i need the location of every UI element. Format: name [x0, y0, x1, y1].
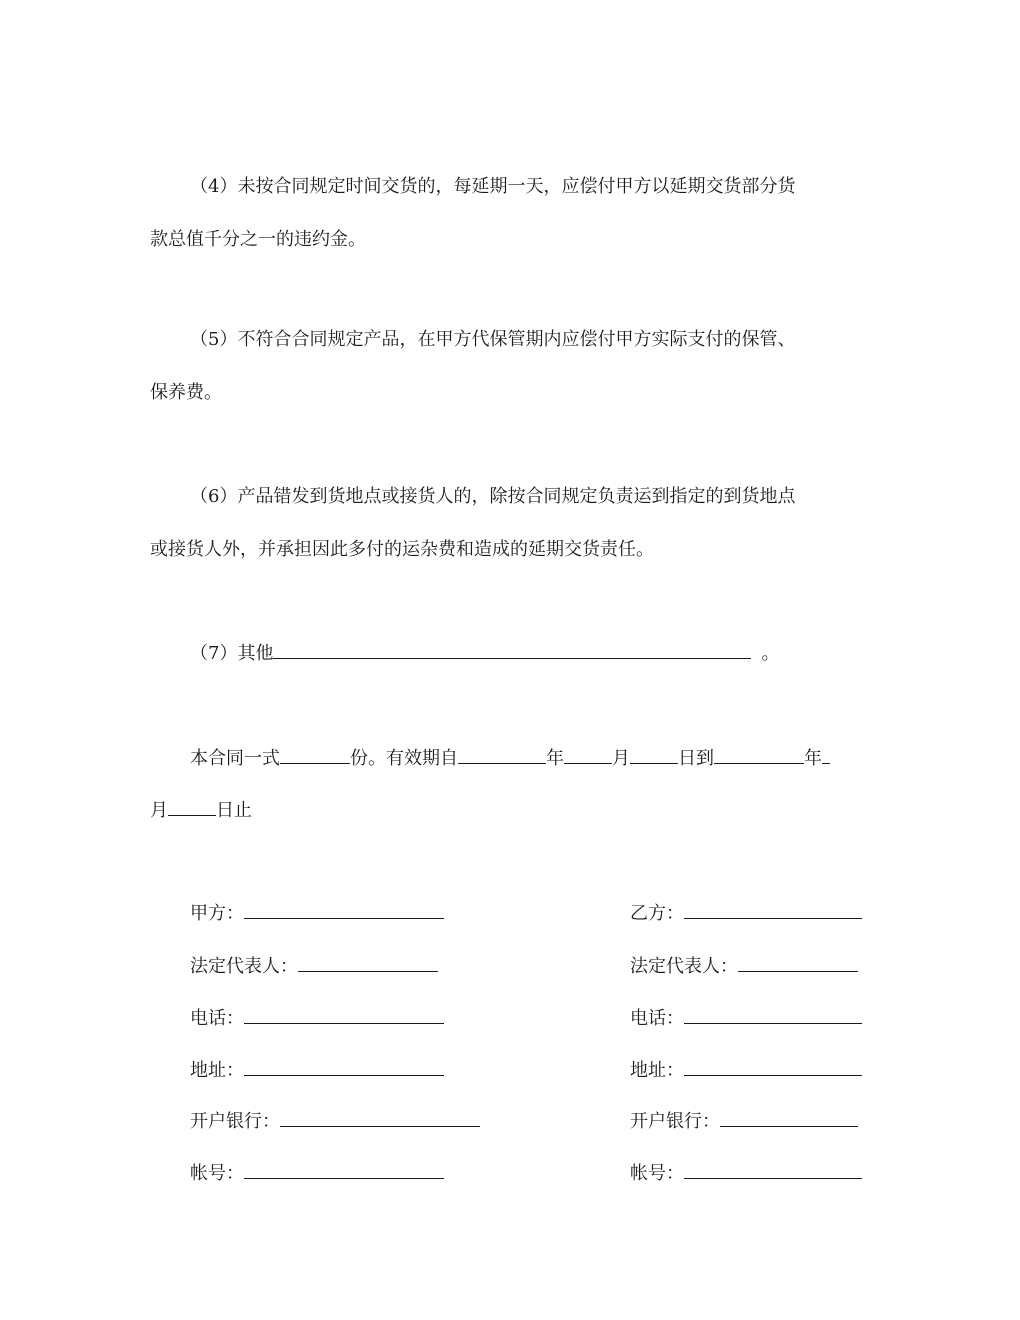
- validity-line-2: [150, 797, 252, 821]
- clause-4-line-2: 款总值千分之一的违约金。: [150, 229, 366, 250]
- party-b-account-label: 帐号：: [630, 1163, 684, 1184]
- start-month-blank[interactable]: [564, 745, 612, 764]
- party-a-address-label: 地址：: [190, 1060, 244, 1081]
- clause-6-line-2: 或接货人外，并承担因此多付的运杂费和造成的延期交货责任。: [150, 539, 654, 560]
- party-b-address-blank[interactable]: [684, 1057, 862, 1076]
- party-a-address-blank[interactable]: [244, 1057, 444, 1076]
- party-b-label: 乙方：: [630, 903, 684, 924]
- validity-text-from: 份。有效期自: [350, 748, 458, 769]
- party-a-bank-label: 开户银行：: [190, 1111, 280, 1132]
- clause-7-line: [190, 640, 779, 664]
- start-year-blank[interactable]: [458, 745, 546, 764]
- validity-text-to: 日到: [678, 748, 714, 769]
- party-b-account-row: [630, 1160, 862, 1184]
- clause-4-line-1: （4）未按合同规定时间交货的，每延期一天，应偿付甲方以延期交货部分货: [190, 176, 796, 197]
- validity-text-copies: 本合同一式: [190, 748, 280, 769]
- party-b-phone-label: 电话：: [630, 1008, 684, 1029]
- validity-text-end: 日止: [216, 800, 252, 821]
- end-year-blank[interactable]: [714, 745, 804, 764]
- party-b-bank-row: [630, 1108, 858, 1132]
- party-b-name-row: [630, 900, 862, 924]
- party-a-phone-label: 电话：: [190, 1008, 244, 1029]
- party-a-account-blank[interactable]: [244, 1160, 444, 1179]
- validity-text-month-2: 月: [150, 800, 168, 821]
- party-b-rep-label: 法定代表人：: [630, 956, 738, 977]
- party-b-address-label: 地址：: [630, 1060, 684, 1081]
- party-b-address-row: [630, 1057, 862, 1081]
- party-a-account-row: [190, 1160, 444, 1184]
- party-b-rep-blank[interactable]: [738, 953, 858, 972]
- party-b-name-blank[interactable]: [684, 900, 862, 919]
- party-a-name-blank[interactable]: [244, 900, 444, 919]
- validity-text-month: 月: [612, 748, 630, 769]
- party-a-bank-row: [190, 1108, 480, 1132]
- clause-5-line-2: 保养费。: [150, 382, 222, 403]
- validity-line-1: [190, 745, 830, 769]
- party-a-account-label: 帐号：: [190, 1163, 244, 1184]
- clause-7-label: （7）其他: [190, 643, 274, 664]
- copies-blank[interactable]: [280, 745, 350, 764]
- end-day-blank[interactable]: [168, 797, 216, 816]
- party-a-rep-label: 法定代表人：: [190, 956, 298, 977]
- party-b-bank-blank[interactable]: [720, 1108, 858, 1127]
- party-b-rep-row: [630, 953, 858, 977]
- party-b-account-blank[interactable]: [684, 1160, 862, 1179]
- party-a-label: 甲方：: [190, 903, 244, 924]
- clause-5-line-1: （5）不符合合同规定产品，在甲方代保管期内应偿付甲方实际支付的保管、: [190, 329, 796, 350]
- validity-text-year-2: 年: [804, 748, 822, 769]
- start-day-blank[interactable]: [630, 745, 678, 764]
- party-a-rep-row: [190, 953, 438, 977]
- party-a-rep-blank[interactable]: [298, 953, 438, 972]
- party-b-bank-label: 开户银行：: [630, 1111, 720, 1132]
- clause-7-end: 。: [761, 643, 780, 664]
- clause-7-blank[interactable]: [273, 640, 751, 659]
- party-a-address-row: [190, 1057, 444, 1081]
- clause-6-line-1: （6）产品错发到货地点或接货人的，除按合同规定负责运到指定的到货地点: [190, 486, 796, 507]
- party-b-phone-row: [630, 1005, 862, 1029]
- end-month-blank-start[interactable]: [822, 745, 830, 764]
- party-a-phone-row: [190, 1005, 444, 1029]
- validity-text-year: 年: [546, 748, 564, 769]
- party-a-name-row: [190, 900, 444, 924]
- party-a-phone-blank[interactable]: [244, 1005, 444, 1024]
- party-b-phone-blank[interactable]: [684, 1005, 862, 1024]
- party-a-bank-blank[interactable]: [280, 1108, 480, 1127]
